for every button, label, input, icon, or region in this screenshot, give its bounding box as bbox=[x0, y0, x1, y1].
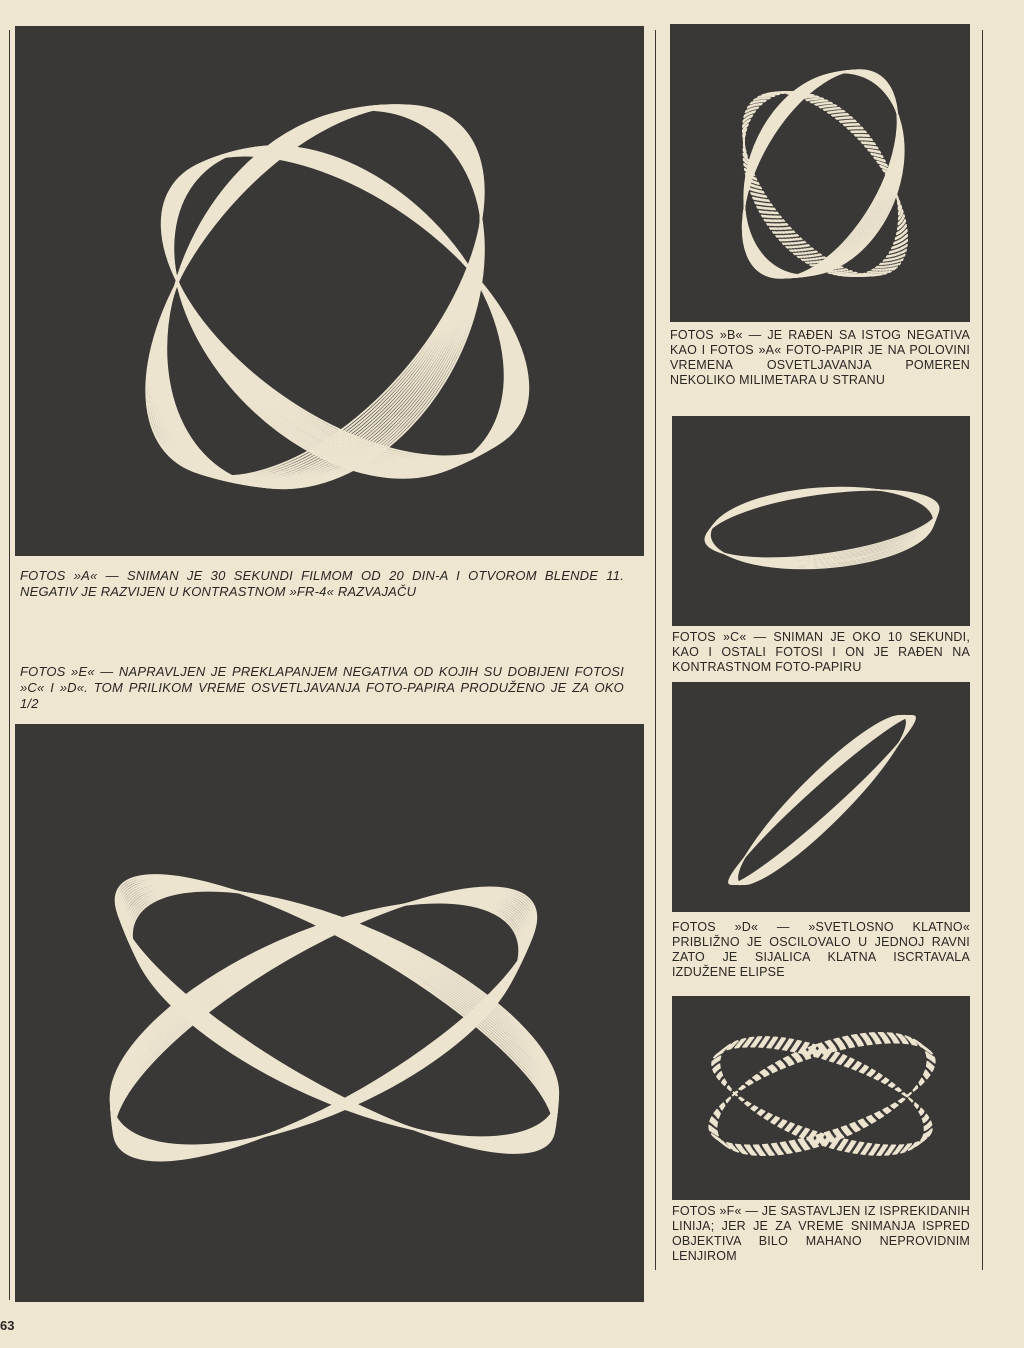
photo-a bbox=[15, 26, 644, 556]
caption-f: FOTOS »F« — JE SASTAVLJEN IZ ISPREKIDANIH LINIJA; JER JE ZA VREME SNIMANJA ISPRED OBJEKTIVA BILO MAHANO NEPROVIDNIM LENJIROM bbox=[672, 1204, 970, 1263]
photo-d bbox=[672, 682, 970, 912]
photo-c bbox=[672, 416, 970, 626]
caption-c: FOTOS »C« — SNIMAN JE OKO 10 SEKUNDI, KAO I OSTALI FOTOSI I ON JE RAĐEN NA KONTRASTNOM FOTO-PAPIRU bbox=[672, 630, 970, 674]
middle-rule bbox=[655, 30, 656, 1270]
photo-f bbox=[672, 996, 970, 1200]
photo-a-trace bbox=[15, 26, 644, 556]
photo-f-trace bbox=[672, 996, 970, 1200]
caption-b: FOTOS »B« — JE RAĐEN SA ISTOG NEGATIVA KAO I FOTOS »A« FOTO-PAPIR JE NA POLOVINI VREMENA OSVETLJAVANJA POMEREN NEKOLIKO MILIMETARA U STRANU bbox=[670, 328, 970, 387]
photo-e bbox=[15, 724, 644, 1302]
caption-e: FOTOS »E« — NAPRAVLJEN JE PREKLAPANJEM NEGATIVA OD KOJIH SU DOBIJENI FOTOSI »C« I »D«. TOM PRILIKOM VREME OSVETLJAVANJA FOTO-PAPIRA PRODUŽENO JE ZA OKO 1/2 bbox=[20, 664, 624, 711]
caption-d: FOTOS »D« — »SVETLOSNO KLATNO« PRIBLIŽNO JE OSCILOVALO U JEDNOJ RAVNI ZATO JE SIJALICA KLATNA ISCRTAVALA IZDUŽENE ELIPSE bbox=[672, 920, 970, 979]
photo-b-trace bbox=[670, 24, 970, 322]
photo-e-trace bbox=[15, 724, 644, 1302]
caption-a: FOTOS »A« — SNIMAN JE 30 SEKUNDI FILMOM OD 20 DIN-A I OTVOROM BLENDE 11. NEGATIV JE RAZVIJEN U KONTRASTNOM »FR-4« RAZVAJAČU bbox=[20, 568, 624, 599]
right-rule bbox=[982, 30, 983, 1270]
page-number: 63 bbox=[0, 1318, 15, 1333]
photo-d-trace bbox=[672, 682, 970, 912]
left-rule bbox=[9, 30, 10, 1300]
photo-b bbox=[670, 24, 970, 322]
photo-c-trace bbox=[672, 416, 970, 626]
